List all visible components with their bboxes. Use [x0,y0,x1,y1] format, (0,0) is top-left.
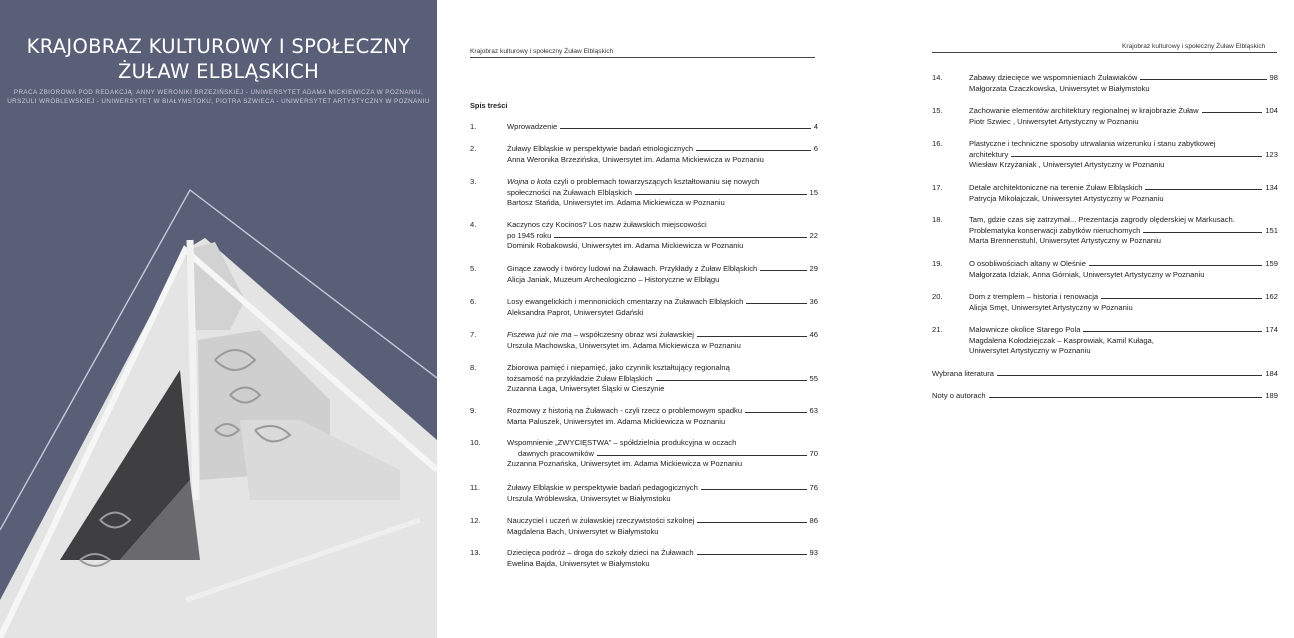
entry-title: Żuławy Elbląskie w perspektywie badań etnologicznych [507,144,694,153]
leader-line [760,270,806,271]
entry-title: Detale architektoniczne na terenie Żuław Elbląskich [969,183,1143,192]
leader-line [1011,156,1262,157]
entry-page: 55 [809,373,818,383]
toc-extra-authors[interactable] [932,391,1278,402]
entry-number: 17. [932,183,943,192]
cover-title-line-2: ŻUŁAW ELBLĄSKICH [117,60,320,83]
cover-editors-line-1: PRACA ZBIOROWA POD REDAKCJĄ: ANNY WERONIKI BRZEZIŃSKIEJ - UNIWERSYTET ADAMA MICKIEWICZA W POZNANIU, [13,89,424,96]
entry-page: 76 [809,483,818,492]
toc-heading: Spis treści [470,101,508,110]
entry-number: 1. [470,122,477,131]
running-head: Krajobraz kulturowy i społeczny Żuław Elbląskich [1122,43,1266,50]
leader-line [997,375,1262,376]
entry-title-italic: Wojna o kota [507,177,552,186]
entry-page: 4 [813,122,818,131]
entry-title: Tam, gdzie czas się zatrzymał... Prezentacja zagrody olęderskiej w Markusach. [969,215,1235,224]
entry-author: Alicja Smęt, Uniwersytet Artystyczny w Poznaniu [969,302,1133,312]
leader-line [697,554,807,555]
entry-title-cont: dawnych pracowników [518,448,594,458]
entry-number: 15. [932,106,943,115]
leader-line [1089,265,1262,266]
leader-line [1140,79,1266,80]
entry-page: 6 [813,144,818,153]
entry-title-cont: Problematyka konserwacji zabytków nieruchomych [969,225,1141,235]
entry-page: 93 [809,548,818,557]
entry-author-affiliation: Uniwersytet Artystyczny w Poznaniu [969,346,1091,356]
entry-title: Zabawy dziecięce we wspomnieniach Żuławiaków [969,73,1138,82]
entry-title: czyli o problemach towarzyszących kształtowaniu się nowych [551,177,760,186]
entry-title: – współczesny obraz wsi żuławskiej [571,330,694,339]
entry-title: Noty o autorach [932,391,986,400]
cover-editors-line-2: URSZULI WRÓBLEWSKIEJ - UNIWERSYTET W BIAŁYMSTOKU, PIOTRA SZWIECA - UNIWERSYTET ARTYSTYCZNY W POZNANIU [7,98,430,105]
leader-line [1083,331,1262,332]
entry-page: 104 [1265,106,1278,115]
entry-number: 6. [470,297,477,306]
entry-title-cont: architektury [969,149,1009,159]
leader-line [701,489,807,490]
leader-line [560,128,811,129]
entry-author: Magdalena Kołodziejczak – Kasprowiak, Kamil Kułaga, [969,335,1154,345]
entry-title: Losy ewangelickich i mennonickich cmentarzy na Żuławach Elbląskich [507,297,744,306]
entry-page: 134 [1265,183,1278,192]
entry-author: Małgorzata Czaczkowska, Uniwersytet w Białymstoku [969,83,1150,93]
entry-title-cont: społeczności na Żuławach Elbląskich [507,187,632,197]
entry-author: Marta Paluszek, Uniwersytet im. Adama Mickiewicza w Poznaniu [507,416,726,426]
entry-number: 3. [470,177,477,186]
entry-title: Żuławy Elbląskie w perspektywie badań pedagogicznych [507,483,698,492]
entry-author: Dominik Robakowski, Uniwersytet im. Adama Mickiewicza w Poznaniu [507,241,744,251]
entry-page: 159 [1265,259,1278,268]
leader-line [746,303,806,304]
entry-title-italic: Fiszewa już nie ma [507,330,572,339]
entry-page: 63 [809,406,818,415]
entry-title: Nauczyciel i uczeń w żuławskiej rzeczywistości szkolnej [507,516,695,525]
entry-author: Piotr Szwiec , Uniwersytet Artystyczny w Poznaniu [969,116,1139,126]
entry-page: 29 [809,264,818,273]
toc-page-left [437,0,874,638]
entry-number: 18. [932,215,943,224]
entry-author: Aleksandra Paprot, Uniwersytet Gdański [507,307,644,317]
entry-title: Plastyczne i techniczne sposoby utrwalania wizerunku i stanu zabytkowej [969,139,1216,148]
leader-line [656,380,807,381]
running-head: Krajobraz kulturowy i społeczny Żuław Elbląskich [470,48,614,55]
leader-line [554,237,806,238]
entry-author: Anna Weronika Brzezińska, Uniwersytet im. Adama Mickiewicza w Poznaniu [507,154,764,164]
entry-page: 123 [1265,149,1278,159]
entry-page: 70 [809,448,818,458]
entry-page: 22 [809,230,818,240]
entry-title-cont: po 1945 roku [507,230,552,240]
leader-line [989,397,1263,398]
entry-page: 174 [1265,325,1278,334]
entry-number: 7. [470,330,477,339]
entry-author: Alicja Janiak, Muzeum Archeologiczno – Historyczne w Elblągu [507,274,720,284]
entry-number: 19. [932,259,943,268]
entry-author: Urszula Wróblewska, Uniwersytet w Białymstoku [507,493,671,503]
entry-title: Zbiorowa pamięć i niepamięć, jako czynnik kształtujący regionalną [507,363,730,372]
entry-title: O osobliwościach altany w Oleśnie [969,259,1086,268]
entry-number: 9. [470,406,477,415]
entry-page: 162 [1265,292,1278,301]
entry-author: Patrycja Mikołajczak, Uniwersytet Artystyczny w Poznaniu [969,193,1164,203]
entry-title-cont: tożsamość na przykładzie Żuław Elbląskich [507,373,653,383]
entry-author: Marta Brennenstuhl, Uniwersytet Artystyczny w Poznaniu [969,236,1162,246]
entry-page: 184 [1265,369,1278,378]
book-cover [0,0,437,638]
entry-number: 14. [932,73,943,82]
leader-line [697,522,806,523]
entry-author: Małgorzata Idziak, Anna Górniak, Uniwersytet Artystyczny w Poznaniu [969,269,1205,279]
entry-author: Ewelina Bajda, Uniwersytet w Białymstoku [507,558,650,568]
entry-title: Rozmowy z historią na Żuławach - czyli rzecz o problemowym spadku [507,406,743,415]
entry-author: Bartosz Stańda, Uniwersytet im. Adama Mickiewicza w Poznaniu [507,198,725,208]
leader-line [635,194,807,195]
entry-number: 21. [932,325,943,334]
entry-author: Zuzanna Łaga, Uniwersytet Śląski w Cieszynie [507,384,665,394]
entry-title: Dziecięca podróż – droga do szkoły dzieci na Żuławach [507,548,694,557]
entry-number: 11. [470,483,480,492]
leader-line [1143,232,1262,233]
entry-title: Dom z tremplem – historia i renowacja [969,292,1099,301]
entry-title: Wspomnienie „ZWYCIĘSTWA” – spółdzielnia produkcyjna w oczach [507,438,737,447]
entry-page: 86 [809,516,818,525]
entry-title: Zachowanie elementów architektury regionalnej w krajobrazie Żuław [969,106,1199,115]
leader-line [1202,112,1263,113]
entry-title: Malownicze okolice Starego Pola [969,325,1081,334]
toc-page-right [874,0,1294,638]
entry-title: Kaczynos czy Kocinos? Los nazw żuławskich miejscowości [507,220,707,229]
leader-line [597,455,807,456]
entry-page: 46 [809,330,818,339]
entry-title: Wybrana literatura [932,369,994,378]
header-rule [932,52,1277,53]
entry-page: 189 [1265,391,1278,400]
entry-number: 5. [470,264,477,273]
leader-line [1101,298,1262,299]
entry-page: 36 [809,297,818,306]
leader-line [697,336,807,337]
entry-number: 13. [470,548,481,557]
entry-number: 2. [470,144,477,153]
entry-author: Wiesław Krzyżaniak , Uniwersytet Artystyczny w Poznaniu [969,160,1165,170]
header-rule [470,57,815,58]
leader-line [745,412,806,413]
entry-number: 12. [470,516,481,525]
leader-line [1145,189,1262,190]
entry-page: 15 [809,187,818,197]
entry-number: 4. [470,220,477,229]
cover-title-line-1: KRAJOBRAZ KULTUROWY I SPOŁECZNY [26,35,411,58]
entry-page: 151 [1265,225,1278,235]
entry-title: Ginące zawody i twórcy ludowi na Żuławach. Przykłady z Żuław Elbląskich [507,264,758,273]
entry-page: 98 [1269,73,1278,82]
leader-line [696,150,811,151]
entry-number: 10. [470,438,481,447]
entry-number: 8. [470,363,477,372]
entry-author: Zuzanna Poznańska, Uniwersytet im. Adama Mickiewicza w Poznaniu [507,459,743,469]
entry-author: Urszula Machowska, Uniwersytet im. Adama Mickiewicza w Poznaniu [507,340,741,350]
entry-number: 16. [932,139,943,148]
entry-title: Wprowadzenie [507,122,558,131]
entry-author: Magdalena Bach, Uniwersytet w Białymstoku [507,526,659,536]
entry-number: 20. [932,292,943,301]
toc-extra-literature[interactable] [932,369,1278,380]
